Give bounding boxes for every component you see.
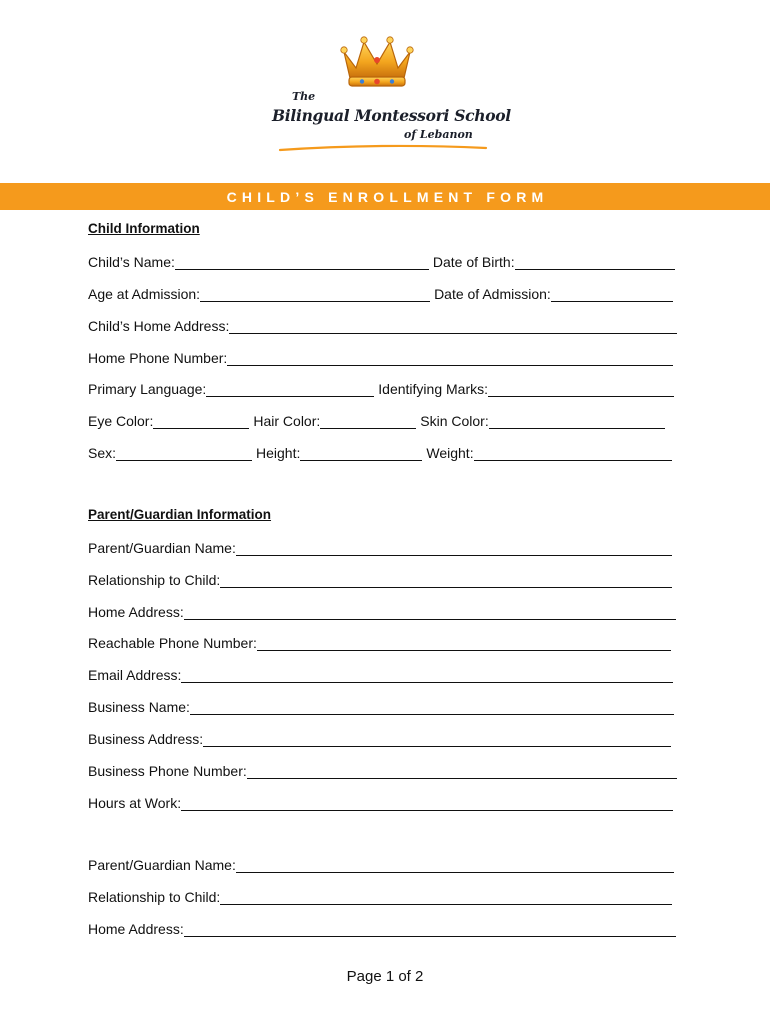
row-language-marks <box>88 379 674 397</box>
parent-info-heading: Parent/Guardian Information <box>88 507 272 522</box>
height-field[interactable] <box>300 447 422 461</box>
guardian-2-name-label: Parent/Guardian Name: <box>88 857 236 873</box>
hair-color-field[interactable] <box>320 415 416 429</box>
guardian-2-relationship-label: Relationship to Child: <box>88 889 221 905</box>
row-g2-relationship <box>88 887 672 905</box>
row-colors <box>88 411 665 429</box>
row-g1-business-phone <box>88 761 677 779</box>
weight-label: Weight: <box>426 445 474 461</box>
guardian-1-hours-at-work-field[interactable] <box>181 797 673 811</box>
age-at-admission-field[interactable] <box>200 288 430 302</box>
date-of-admission-label: Date of Admission: <box>434 286 551 302</box>
weight-field[interactable] <box>474 447 672 461</box>
row-sex-height-weight <box>88 443 672 461</box>
skin-color-field[interactable] <box>489 415 665 429</box>
crown-icon <box>338 34 416 92</box>
identifying-marks-label: Identifying Marks: <box>378 381 489 397</box>
row-child-name-dob <box>88 252 675 270</box>
row-g1-reachable-phone <box>88 633 671 651</box>
guardian-1-email-label: Email Address: <box>88 667 182 683</box>
guardian-1-business-phone-field[interactable] <box>247 765 677 779</box>
guardian-1-home-address-label: Home Address: <box>88 604 184 620</box>
age-at-admission-label: Age at Admission: <box>88 286 201 302</box>
guardian-1-hours-at-work-label: Hours at Work: <box>88 795 182 811</box>
home-phone-label: Home Phone Number: <box>88 350 228 366</box>
row-g1-name <box>88 538 672 556</box>
form-title: CHILD’S ENROLLMENT FORM <box>226 188 549 205</box>
child-home-address-field[interactable] <box>229 320 677 334</box>
guardian-1-home-address-field[interactable] <box>184 606 676 620</box>
guardian-2-name-field[interactable] <box>236 859 674 873</box>
guardian-1-reachable-phone-label: Reachable Phone Number: <box>88 635 257 651</box>
row-home-address <box>88 316 677 334</box>
logo-line-the: The <box>292 90 316 103</box>
guardian-1-name-field[interactable] <box>236 542 672 556</box>
sex-field[interactable] <box>116 447 252 461</box>
row-g2-name <box>88 855 674 873</box>
form-title-banner <box>0 183 770 210</box>
date-of-admission-field[interactable] <box>551 288 673 302</box>
page-number: Page 1 of 2 <box>346 968 424 985</box>
guardian-1-business-address-label: Business Address: <box>88 731 204 747</box>
height-label: Height: <box>256 445 301 461</box>
guardian-1-name-label: Parent/Guardian Name: <box>88 540 236 556</box>
guardian-1-business-name-field[interactable] <box>190 701 674 715</box>
row-g1-hours-at-work <box>88 793 673 811</box>
guardian-2-relationship-field[interactable] <box>220 891 672 905</box>
guardian-2-home-address-field[interactable] <box>184 923 676 937</box>
sex-label: Sex: <box>88 445 117 461</box>
guardian-1-relationship-label: Relationship to Child: <box>88 572 221 588</box>
skin-color-label: Skin Color: <box>420 413 489 429</box>
guardian-1-business-address-field[interactable] <box>203 733 671 747</box>
child-info-heading: Child Information <box>88 221 200 236</box>
guardian-1-business-phone-label: Business Phone Number: <box>88 763 247 779</box>
date-of-birth-label: Date of Birth: <box>432 254 515 270</box>
logo-swoosh <box>278 142 488 154</box>
guardian-1-relationship-field[interactable] <box>220 574 672 588</box>
eye-color-field[interactable] <box>153 415 249 429</box>
logo-line-name: Bilingual Montessori School <box>272 106 511 125</box>
row-g2-home-address <box>88 919 676 937</box>
row-age-admission <box>88 284 673 302</box>
row-g1-business-address <box>88 729 671 747</box>
primary-language-field[interactable] <box>206 383 374 397</box>
identifying-marks-field[interactable] <box>488 383 674 397</box>
hair-color-label: Hair Color: <box>253 413 321 429</box>
guardian-1-business-name-label: Business Name: <box>88 699 190 715</box>
logo-line-of: of Lebanon <box>404 128 473 141</box>
childs-name-field[interactable] <box>175 256 429 270</box>
primary-language-label: Primary Language: <box>88 381 207 397</box>
school-logo <box>272 34 511 158</box>
guardian-1-reachable-phone-field[interactable] <box>257 637 671 651</box>
home-phone-field[interactable] <box>227 352 673 366</box>
childs-name-label: Child’s Name: <box>88 254 175 270</box>
row-g1-business-name <box>88 697 674 715</box>
row-home-phone <box>88 348 673 366</box>
eye-color-label: Eye Color: <box>88 413 154 429</box>
date-of-birth-field[interactable] <box>515 256 675 270</box>
guardian-2-home-address-label: Home Address: <box>88 921 184 937</box>
row-g1-relationship <box>88 570 672 588</box>
row-g1-email <box>88 665 673 683</box>
guardian-1-email-field[interactable] <box>181 669 673 683</box>
child-home-address-label: Child’s Home Address: <box>88 318 230 334</box>
row-g1-home-address <box>88 602 676 620</box>
